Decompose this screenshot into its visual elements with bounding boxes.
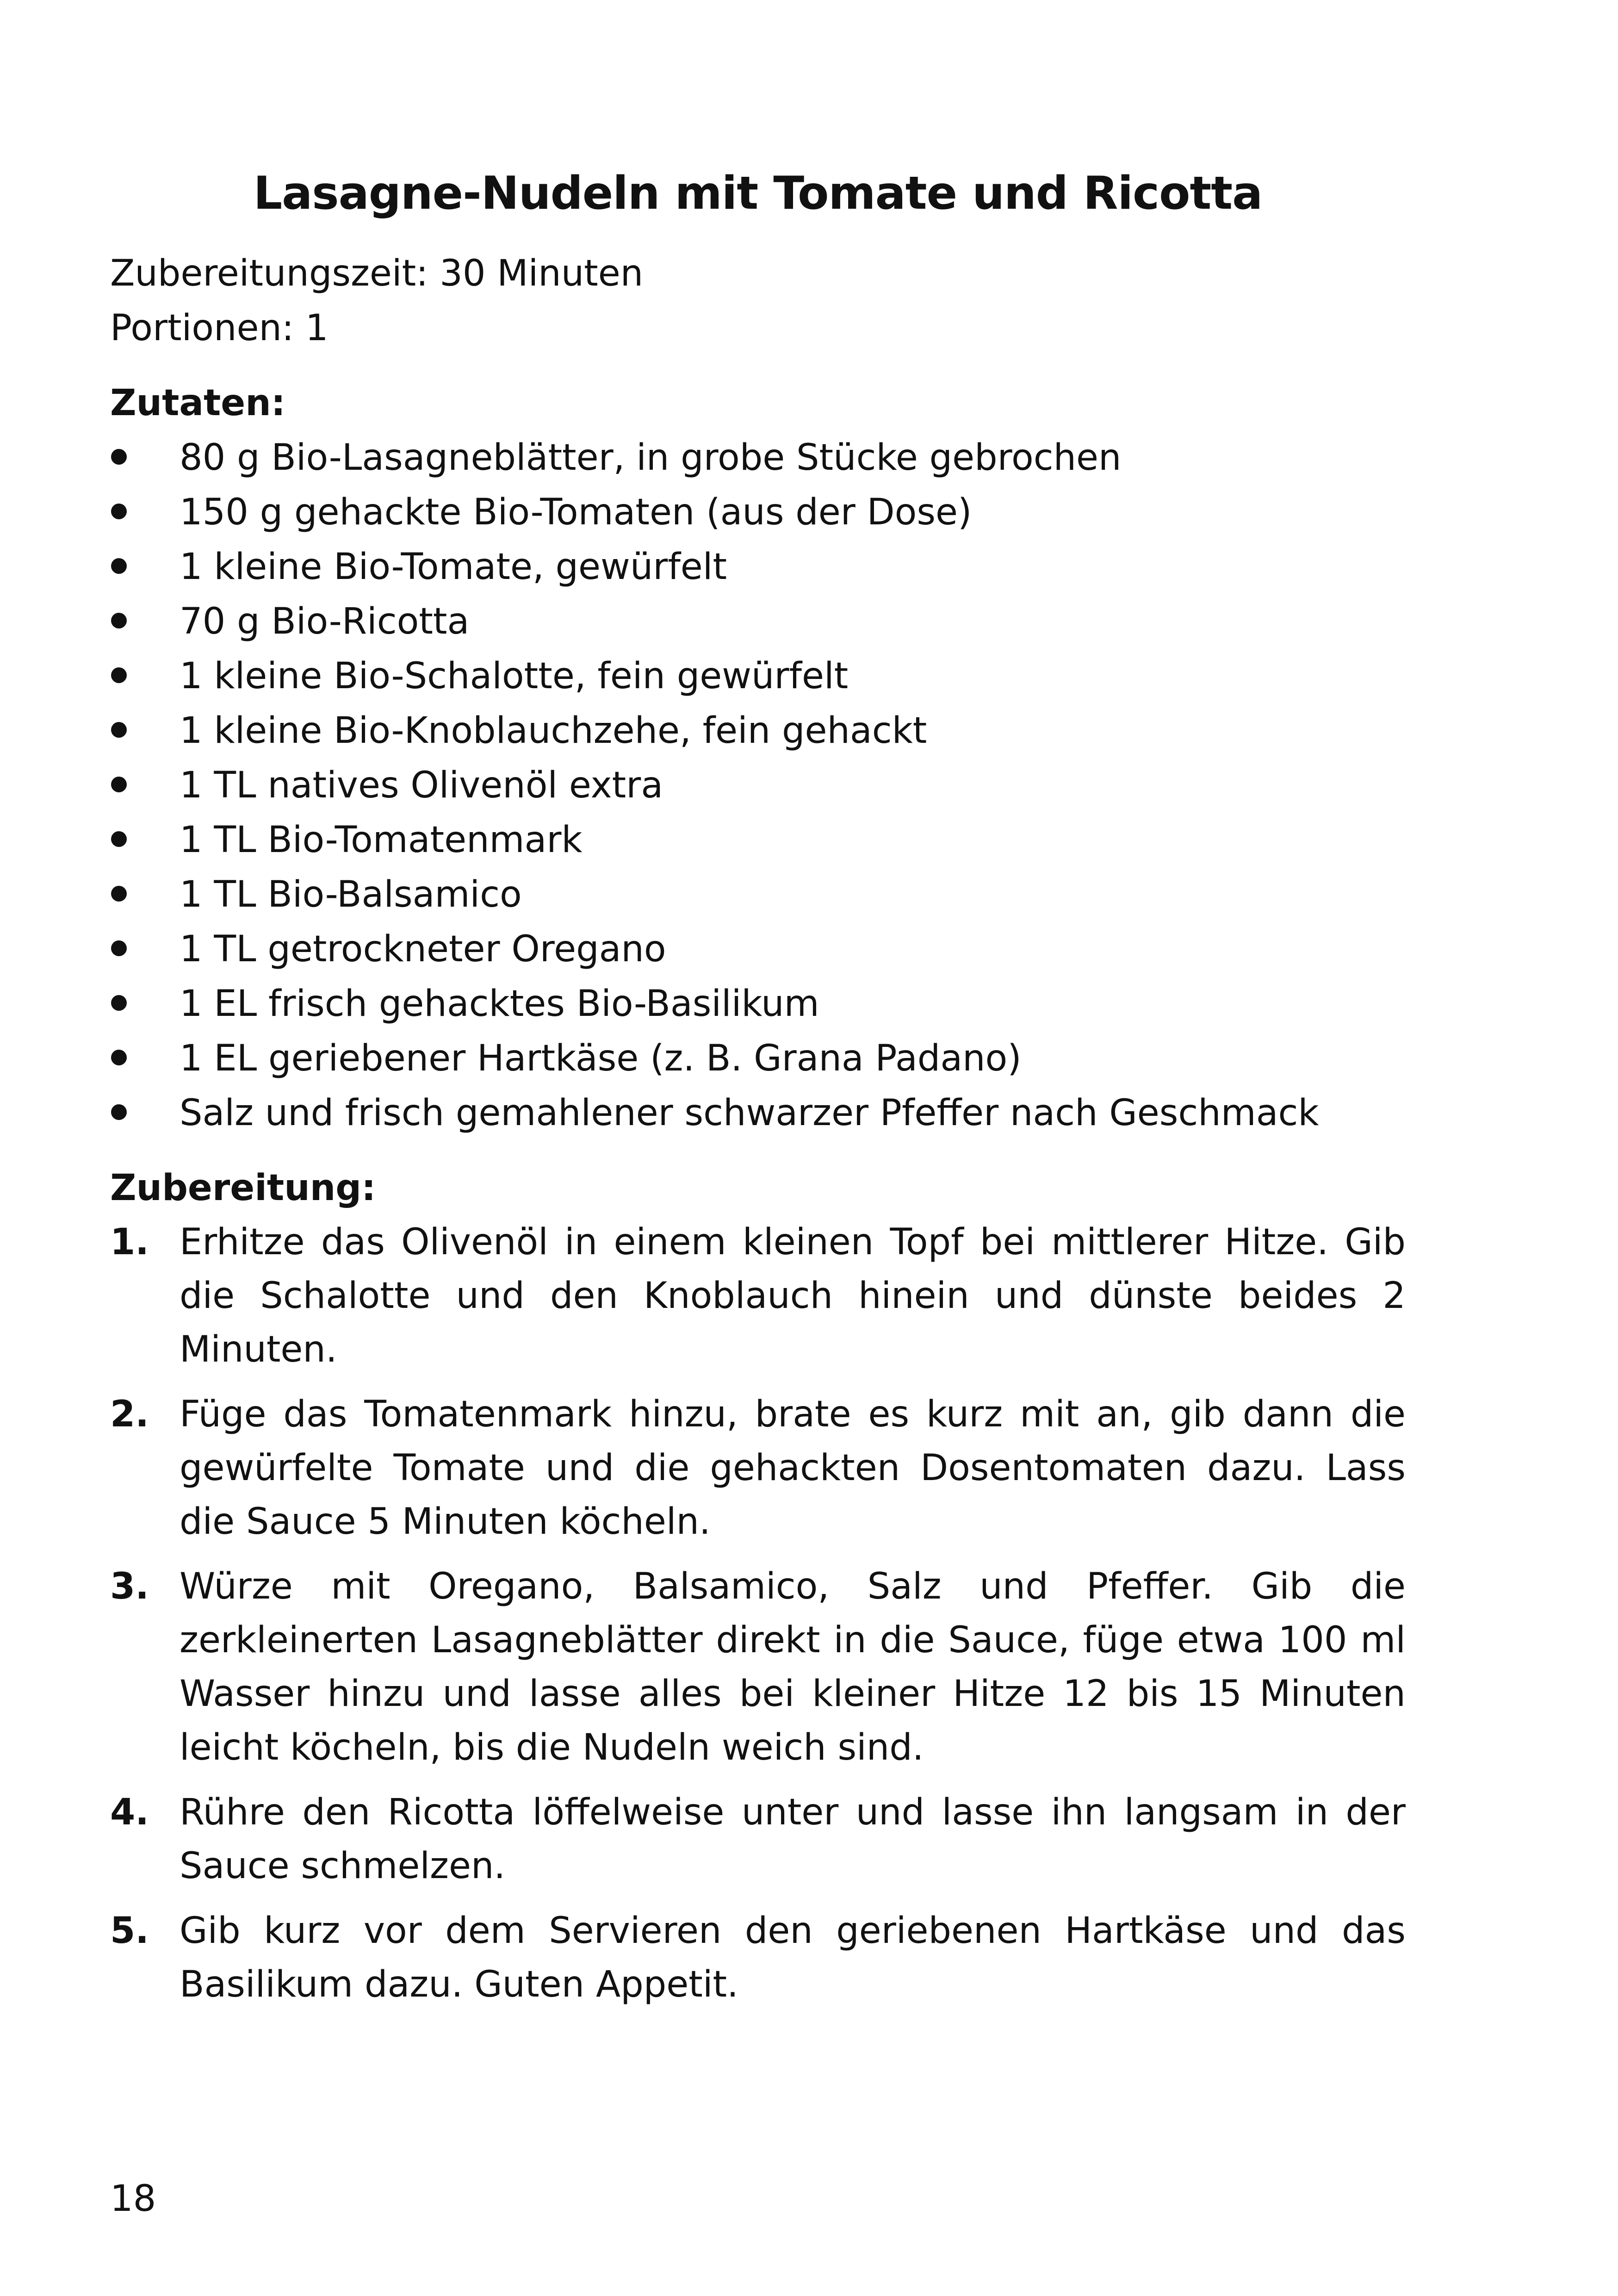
bullet-icon: [111, 1104, 127, 1120]
step-text: Rühre den Ricotta löffelweise unter und lasse ihn langsam in der Sauce schmelzen.: [180, 1791, 1406, 1887]
bullet-icon: [111, 558, 127, 574]
ingredient-text: 70 g Bio-Ricotta: [180, 600, 470, 642]
prep-time: Zubereitungszeit: 30 Minuten: [110, 252, 644, 294]
ingredient-item: [110, 703, 1406, 758]
bullet-icon: [111, 886, 127, 902]
step-number: 5.: [110, 1910, 149, 1952]
ingredients-heading: Zutaten:: [110, 382, 285, 424]
ingredient-item: [110, 594, 1406, 649]
preparation-step: [110, 1215, 1406, 1376]
ingredient-text: Salz und frisch gemahlener schwarzer Pfeffer nach Geschmack: [180, 1092, 1319, 1134]
step-text: Erhitze das Olivenöl in einem kleinen Topf bei mittlerer Hitze. Gib die Schalotte und den Knoblauch hinein und dünste beides 2 Minuten.: [180, 1221, 1406, 1370]
bullet-icon: [111, 667, 127, 683]
preparation-step: [110, 1388, 1406, 1549]
page-number: 18: [110, 2178, 156, 2220]
preparation-step: [110, 1904, 1406, 2011]
ingredient-text: 150 g gehackte Bio-Tomaten (aus der Dose): [180, 491, 972, 533]
bullet-icon: [111, 831, 127, 847]
preparation-step: [110, 1560, 1406, 1774]
ingredient-item: [110, 922, 1406, 977]
ingredient-text: 1 kleine Bio-Schalotte, fein gewürfelt: [180, 655, 849, 697]
bullet-icon: [111, 504, 127, 519]
ingredient-text: 1 kleine Bio-Tomate, gewürfelt: [180, 546, 727, 588]
ingredient-text: 1 EL geriebener Hartkäse (z. B. Grana Padano): [180, 1037, 1022, 1079]
bullet-icon: [111, 613, 127, 628]
ingredient-item: [110, 867, 1406, 922]
ingredients-list: [110, 430, 1406, 1140]
ingredient-item: [110, 430, 1406, 485]
step-text: Gib kurz vor dem Servieren den geriebenen Hartkäse und das Basilikum dazu. Guten Appetit.: [180, 1910, 1406, 2005]
ingredient-item: [110, 540, 1406, 594]
servings: Portionen: 1: [110, 307, 329, 349]
bullet-icon: [111, 777, 127, 792]
ingredient-item: [110, 813, 1406, 867]
ingredient-item: [110, 758, 1406, 813]
bullet-icon: [111, 722, 127, 738]
ingredient-text: 1 EL frisch gehacktes Bio-Basilikum: [180, 983, 819, 1025]
ingredient-text: 1 TL Bio-Balsamico: [180, 873, 522, 915]
ingredient-text: 1 TL Bio-Tomatenmark: [180, 819, 583, 861]
step-number: 2.: [110, 1393, 149, 1435]
ingredient-item: [110, 1086, 1406, 1140]
step-number: 4.: [110, 1791, 149, 1833]
ingredient-text: 80 g Bio-Lasagneblätter, in grobe Stücke gebrochen: [180, 436, 1122, 479]
recipe-meta: [110, 246, 1406, 355]
recipe-title: Lasagne-Nudeln mit Tomate und Ricotta: [253, 167, 1263, 220]
bullet-icon: [111, 449, 127, 465]
ingredient-text: 1 kleine Bio-Knoblauchzehe, fein gehackt: [180, 709, 927, 752]
ingredient-item: [110, 1031, 1406, 1086]
ingredient-item: [110, 649, 1406, 703]
ingredient-text: 1 TL natives Olivenöl extra: [180, 764, 663, 806]
step-text: Füge das Tomatenmark hinzu, brate es kurz mit an, gib dann die gewürfelte Tomate und die gehackten Dosentomaten dazu. Lass die Sauce 5 Minuten köcheln.: [180, 1393, 1406, 1543]
preparation-heading: Zubereitung:: [110, 1167, 376, 1209]
step-number: 3.: [110, 1565, 149, 1607]
bullet-icon: [111, 995, 127, 1011]
step-text: Würze mit Oregano, Balsamico, Salz und Pfeffer. Gib die zerkleinerten Lasagneblätter direkt in die Sauce, füge etwa 100 ml Wasser hinzu und lasse alles bei kleiner Hitze 12 bis 15 Minuten leicht köcheln, bis die Nudeln weich sind.: [180, 1565, 1406, 1768]
ingredient-item: [110, 977, 1406, 1031]
ingredient-item: [110, 485, 1406, 540]
ingredient-text: 1 TL getrockneter Oregano: [180, 928, 666, 970]
bullet-icon: [111, 940, 127, 956]
preparation-step: [110, 1786, 1406, 1893]
bullet-icon: [111, 1050, 127, 1065]
recipe-content: [110, 167, 1406, 2022]
preparation-steps: [110, 1215, 1406, 2011]
step-number: 1.: [110, 1221, 149, 1263]
